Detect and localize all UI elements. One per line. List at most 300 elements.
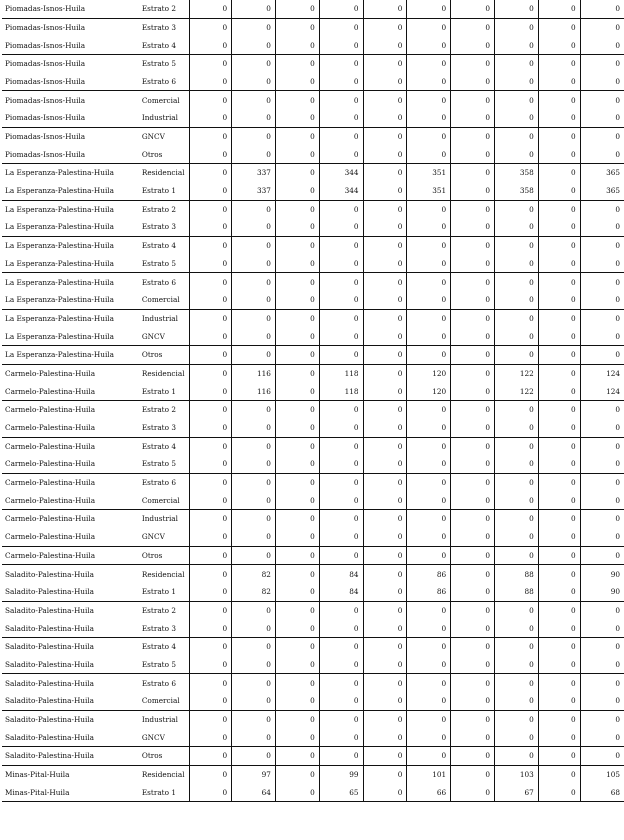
value-cell: 0	[190, 309, 232, 327]
value-cell: 0	[451, 784, 495, 802]
value-cell: 118	[319, 382, 363, 400]
value-cell: 0	[494, 492, 538, 510]
value-cell: 0	[538, 747, 580, 766]
location-cell: Carmelo-Palestina-Huila	[5, 514, 96, 524]
value-cell: 0	[190, 291, 232, 309]
value-cell: 0	[538, 382, 580, 400]
value-cell: 0	[319, 401, 363, 419]
value-cell: 0	[494, 73, 538, 91]
category-cell: Estrato 3	[138, 18, 190, 36]
table-row	[2, 710, 624, 728]
value-cell: 0	[363, 36, 407, 54]
value-cell: 0	[494, 437, 538, 455]
value-cell: 0	[494, 473, 538, 491]
value-cell: 0	[275, 0, 319, 18]
location-cell: La Esperanza-Palestina-Huila	[5, 204, 114, 214]
category-cell: Comercial	[138, 692, 190, 710]
location-cell: La Esperanza-Palestina-Huila	[2, 327, 138, 345]
value-cell: 0	[538, 164, 580, 182]
value-cell: 0	[275, 747, 319, 766]
location-cell: Saladito-Palestina-Huila	[2, 619, 138, 637]
value-cell: 0	[538, 309, 580, 327]
value-cell: 0	[407, 73, 451, 91]
value-cell: 0	[190, 765, 232, 783]
value-cell: 0	[363, 510, 407, 528]
value-cell: 0	[275, 236, 319, 254]
value-cell: 0	[190, 18, 232, 36]
value-cell: 0	[494, 638, 538, 656]
value-cell: 0	[319, 510, 363, 528]
value-cell: 0	[275, 218, 319, 236]
location-cell: Carmelo-Palestina-Huila	[2, 492, 138, 510]
category-cell: Estrato 1	[138, 182, 190, 200]
value-cell: 0	[190, 146, 232, 164]
value-cell: 0	[363, 309, 407, 327]
value-cell: 0	[494, 346, 538, 365]
table-row	[2, 127, 624, 145]
value-cell: 0	[190, 419, 232, 437]
category-cell: Estrato 4	[138, 236, 190, 254]
value-cell: 0	[451, 55, 495, 73]
value-cell: 0	[363, 18, 407, 36]
value-cell: 0	[232, 200, 276, 218]
value-cell: 0	[190, 565, 232, 583]
value-cell: 0	[494, 327, 538, 345]
location-cell: Saladito-Palestina-Huila	[2, 747, 138, 766]
value-cell: 0	[190, 0, 232, 18]
value-cell: 0	[407, 710, 451, 728]
value-cell: 0	[232, 656, 276, 674]
value-cell: 0	[363, 182, 407, 200]
category-cell: GNCV	[138, 127, 190, 145]
category-cell: Estrato 1	[138, 382, 190, 400]
value-cell: 0	[615, 405, 620, 415]
value-cell: 0	[275, 729, 319, 747]
value-cell: 0	[319, 146, 363, 164]
table-row	[2, 528, 624, 546]
value-cell: 0	[451, 747, 495, 766]
value-cell: 0	[494, 729, 538, 747]
value-cell: 0	[319, 91, 363, 109]
value-cell: 358	[494, 164, 538, 182]
value-cell: 0	[451, 200, 495, 218]
value-cell: 0	[232, 18, 276, 36]
value-cell: 0	[319, 218, 363, 236]
value-cell: 0	[451, 164, 495, 182]
category-cell: Estrato 1	[138, 784, 190, 802]
value-cell: 0	[538, 674, 580, 692]
value-cell: 0	[319, 747, 363, 766]
value-cell: 0	[275, 401, 319, 419]
value-cell: 0	[232, 619, 276, 637]
value-cell: 0	[363, 200, 407, 218]
value-cell: 0	[275, 710, 319, 728]
value-cell: 0	[363, 382, 407, 400]
value-cell: 0	[275, 364, 319, 382]
value-cell: 0	[319, 473, 363, 491]
value-cell: 0	[451, 619, 495, 637]
value-cell: 0	[363, 492, 407, 510]
value-cell: 0	[538, 36, 580, 54]
value-cell: 0	[275, 36, 319, 54]
value-cell: 0	[494, 619, 538, 637]
value-cell: 0	[538, 638, 580, 656]
value-cell: 0	[407, 401, 451, 419]
value-cell: 0	[407, 729, 451, 747]
value-cell: 88	[494, 583, 538, 601]
value-cell: 0	[451, 437, 495, 455]
value-cell: 0	[407, 656, 451, 674]
category-cell: Estrato 6	[138, 674, 190, 692]
table-row	[2, 327, 624, 345]
value-cell: 0	[275, 291, 319, 309]
value-cell: 0	[615, 642, 620, 652]
value-cell: 0	[407, 91, 451, 109]
location-cell: Saladito-Palestina-Huila	[5, 678, 95, 688]
value-cell: 0	[494, 236, 538, 254]
value-cell: 0	[232, 437, 276, 455]
value-cell: 0	[275, 473, 319, 491]
value-cell: 0	[580, 73, 624, 91]
location-cell: Carmelo-Palestina-Huila	[2, 382, 138, 400]
value-cell: 0	[275, 656, 319, 674]
value-cell: 0	[232, 255, 276, 273]
category-cell: Otros	[138, 546, 190, 565]
value-cell: 0	[451, 765, 495, 783]
table-row	[2, 546, 624, 565]
value-cell: 0	[407, 473, 451, 491]
table-row	[2, 729, 624, 747]
value-cell: 0	[275, 346, 319, 365]
value-cell: 0	[538, 91, 580, 109]
table-row	[2, 255, 624, 273]
value-cell: 0	[275, 255, 319, 273]
value-cell: 122	[494, 364, 538, 382]
table-row	[2, 565, 624, 583]
value-cell: 0	[494, 674, 538, 692]
value-cell: 0	[451, 674, 495, 692]
value-cell: 0	[407, 419, 451, 437]
value-cell: 0	[275, 182, 319, 200]
value-cell: 0	[363, 729, 407, 747]
value-cell: 0	[275, 146, 319, 164]
value-cell: 0	[190, 346, 232, 365]
value-cell: 0	[580, 692, 624, 710]
value-cell: 0	[363, 692, 407, 710]
category-cell: Estrato 5	[138, 656, 190, 674]
value-cell: 0	[363, 55, 407, 73]
value-cell: 344	[319, 182, 363, 200]
value-cell: 0	[190, 510, 232, 528]
value-cell: 358	[494, 182, 538, 200]
value-cell: 0	[363, 109, 407, 127]
value-cell: 0	[615, 22, 620, 32]
location-cell: Piomadas-Isnos-Huila	[5, 132, 86, 141]
value-cell: 0	[407, 747, 451, 766]
value-cell: 0	[407, 346, 451, 365]
value-cell: 0	[363, 218, 407, 236]
table-row	[2, 674, 624, 692]
location-cell: Piomadas-Isnos-Huila	[2, 146, 138, 164]
value-cell: 0	[538, 73, 580, 91]
value-cell: 0	[232, 692, 276, 710]
value-cell: 0	[363, 91, 407, 109]
value-cell: 0	[407, 674, 451, 692]
table-row	[2, 346, 624, 365]
value-cell: 0	[275, 127, 319, 145]
value-cell: 0	[538, 656, 580, 674]
value-cell: 0	[363, 528, 407, 546]
value-cell: 0	[363, 73, 407, 91]
value-cell: 0	[232, 528, 276, 546]
value-cell: 97	[232, 765, 276, 783]
category-cell: Comercial	[138, 291, 190, 309]
value-cell: 0	[451, 729, 495, 747]
value-cell: 0	[319, 710, 363, 728]
value-cell: 0	[615, 277, 620, 287]
location-cell: Minas-Pital-Huila	[5, 770, 70, 780]
value-cell: 0	[580, 492, 624, 510]
value-cell: 0	[319, 273, 363, 291]
value-cell: 0	[451, 218, 495, 236]
value-cell: 0	[363, 291, 407, 309]
value-cell: 0	[319, 346, 363, 365]
value-cell: 0	[538, 528, 580, 546]
value-cell: 84	[319, 565, 363, 583]
table-row	[2, 437, 624, 455]
category-cell: Estrato 2	[138, 200, 190, 218]
table-row	[2, 291, 624, 309]
value-cell: 0	[275, 73, 319, 91]
value-cell: 0	[319, 18, 363, 36]
table-row	[2, 36, 624, 54]
value-cell: 0	[363, 473, 407, 491]
category-cell: Estrato 3	[138, 619, 190, 637]
value-cell: 0	[275, 565, 319, 583]
value-cell: 0	[190, 36, 232, 54]
value-cell: 122	[494, 382, 538, 400]
value-cell: 0	[451, 565, 495, 583]
value-cell: 0	[275, 437, 319, 455]
table-row	[2, 583, 624, 601]
value-cell: 0	[407, 36, 451, 54]
value-cell: 0	[407, 492, 451, 510]
value-cell: 105	[606, 770, 620, 780]
value-cell: 0	[451, 492, 495, 510]
category-cell: Estrato 2	[138, 401, 190, 419]
table-row	[2, 109, 624, 127]
value-cell: 0	[451, 18, 495, 36]
location-cell: Saladito-Palestina-Huila	[2, 583, 138, 601]
table-row	[2, 364, 624, 382]
value-cell: 0	[275, 546, 319, 565]
location-cell: Piomadas-Isnos-Huila	[2, 0, 138, 18]
category-cell: Industrial	[138, 109, 190, 127]
value-cell: 0	[232, 710, 276, 728]
table-row	[2, 309, 624, 327]
value-cell: 0	[451, 583, 495, 601]
value-cell: 0	[451, 255, 495, 273]
value-cell: 0	[580, 656, 624, 674]
value-cell: 0	[494, 91, 538, 109]
category-cell: Estrato 6	[138, 73, 190, 91]
value-cell: 0	[190, 492, 232, 510]
value-cell: 0	[538, 710, 580, 728]
value-cell: 86	[407, 565, 451, 583]
value-cell: 0	[363, 437, 407, 455]
value-cell: 0	[494, 656, 538, 674]
value-cell: 0	[538, 200, 580, 218]
value-cell: 0	[319, 0, 363, 18]
table-row	[2, 146, 624, 164]
value-cell: 0	[363, 164, 407, 182]
location-cell: Saladito-Palestina-Huila	[2, 729, 138, 747]
value-cell: 116	[232, 382, 276, 400]
value-cell: 0	[451, 473, 495, 491]
location-cell: Carmelo-Palestina-Huila	[2, 419, 138, 437]
value-cell: 0	[363, 127, 407, 145]
value-cell: 0	[494, 127, 538, 145]
value-cell: 0	[232, 327, 276, 345]
table-row	[2, 784, 624, 802]
value-cell: 0	[190, 327, 232, 345]
value-cell: 0	[190, 601, 232, 619]
value-cell: 0	[580, 455, 624, 473]
value-cell: 0	[494, 546, 538, 565]
value-cell: 0	[190, 619, 232, 637]
value-cell: 0	[494, 710, 538, 728]
table-row	[2, 765, 624, 783]
value-cell: 0	[190, 692, 232, 710]
value-cell: 0	[363, 674, 407, 692]
value-cell: 0	[232, 455, 276, 473]
value-cell: 0	[580, 546, 624, 565]
value-cell: 0	[538, 346, 580, 365]
value-cell: 99	[319, 765, 363, 783]
value-cell: 0	[190, 364, 232, 382]
value-cell: 0	[451, 146, 495, 164]
value-cell: 0	[232, 638, 276, 656]
value-cell: 0	[407, 200, 451, 218]
value-cell: 0	[363, 565, 407, 583]
value-cell: 0	[538, 327, 580, 345]
value-cell: 0	[494, 200, 538, 218]
value-cell: 0	[538, 273, 580, 291]
value-cell: 0	[451, 510, 495, 528]
value-cell: 0	[190, 182, 232, 200]
value-cell: 0	[190, 729, 232, 747]
value-cell: 0	[615, 605, 620, 615]
value-cell: 120	[407, 382, 451, 400]
value-cell: 0	[494, 218, 538, 236]
value-cell: 0	[580, 109, 624, 127]
value-cell: 0	[363, 0, 407, 18]
value-cell: 0	[319, 601, 363, 619]
value-cell: 120	[407, 364, 451, 382]
value-cell: 0	[538, 692, 580, 710]
value-cell: 0	[451, 127, 495, 145]
value-cell: 0	[190, 91, 232, 109]
table-row	[2, 492, 624, 510]
value-cell: 0	[451, 692, 495, 710]
value-cell: 0	[232, 510, 276, 528]
value-cell: 0	[538, 583, 580, 601]
value-cell: 0	[319, 309, 363, 327]
value-cell: 0	[538, 218, 580, 236]
value-cell: 0	[190, 546, 232, 565]
value-cell: 0	[363, 364, 407, 382]
value-cell: 0	[275, 200, 319, 218]
value-cell: 0	[451, 327, 495, 345]
table-row	[2, 182, 624, 200]
value-cell: 90	[580, 583, 624, 601]
value-cell: 67	[494, 784, 538, 802]
value-cell: 0	[232, 0, 276, 18]
value-cell: 0	[451, 309, 495, 327]
location-cell: Saladito-Palestina-Huila	[2, 656, 138, 674]
value-cell: 0	[538, 437, 580, 455]
value-cell: 0	[190, 674, 232, 692]
value-cell: 0	[451, 182, 495, 200]
value-cell: 0	[232, 747, 276, 766]
value-cell: 0	[615, 204, 620, 214]
value-cell: 0	[232, 73, 276, 91]
value-cell: 0	[363, 784, 407, 802]
value-cell: 0	[275, 692, 319, 710]
category-cell: GNCV	[138, 729, 190, 747]
value-cell: 0	[275, 18, 319, 36]
value-cell: 0	[275, 784, 319, 802]
value-cell: 0	[451, 656, 495, 674]
value-cell: 0	[363, 583, 407, 601]
value-cell: 0	[190, 382, 232, 400]
value-cell: 0	[190, 273, 232, 291]
value-cell: 0	[190, 127, 232, 145]
table-row	[2, 401, 624, 419]
value-cell: 0	[407, 309, 451, 327]
location-cell: Minas-Pital-Huila	[2, 784, 138, 802]
location-cell: Carmelo-Palestina-Huila	[2, 455, 138, 473]
value-cell: 65	[319, 784, 363, 802]
value-cell: 0	[319, 236, 363, 254]
category-cell: Estrato 2	[138, 601, 190, 619]
table-row	[2, 0, 624, 18]
value-cell: 0	[580, 419, 624, 437]
value-cell: 0	[407, 127, 451, 145]
value-cell: 66	[407, 784, 451, 802]
value-cell: 351	[407, 164, 451, 182]
value-cell: 0	[615, 59, 620, 69]
value-cell: 0	[538, 182, 580, 200]
value-cell: 84	[319, 583, 363, 601]
value-cell: 0	[319, 692, 363, 710]
value-cell: 0	[580, 528, 624, 546]
category-cell: Comercial	[138, 492, 190, 510]
value-cell: 0	[451, 401, 495, 419]
value-cell: 0	[615, 313, 620, 323]
value-cell: 0	[538, 127, 580, 145]
value-cell: 0	[232, 91, 276, 109]
value-cell: 0	[363, 327, 407, 345]
value-cell: 0	[451, 528, 495, 546]
value-cell: 0	[319, 419, 363, 437]
table-row	[2, 164, 624, 182]
value-cell: 0	[232, 218, 276, 236]
category-cell: Estrato 3	[138, 218, 190, 236]
table-row	[2, 200, 624, 218]
category-cell: GNCV	[138, 327, 190, 345]
value-cell: 0	[232, 291, 276, 309]
